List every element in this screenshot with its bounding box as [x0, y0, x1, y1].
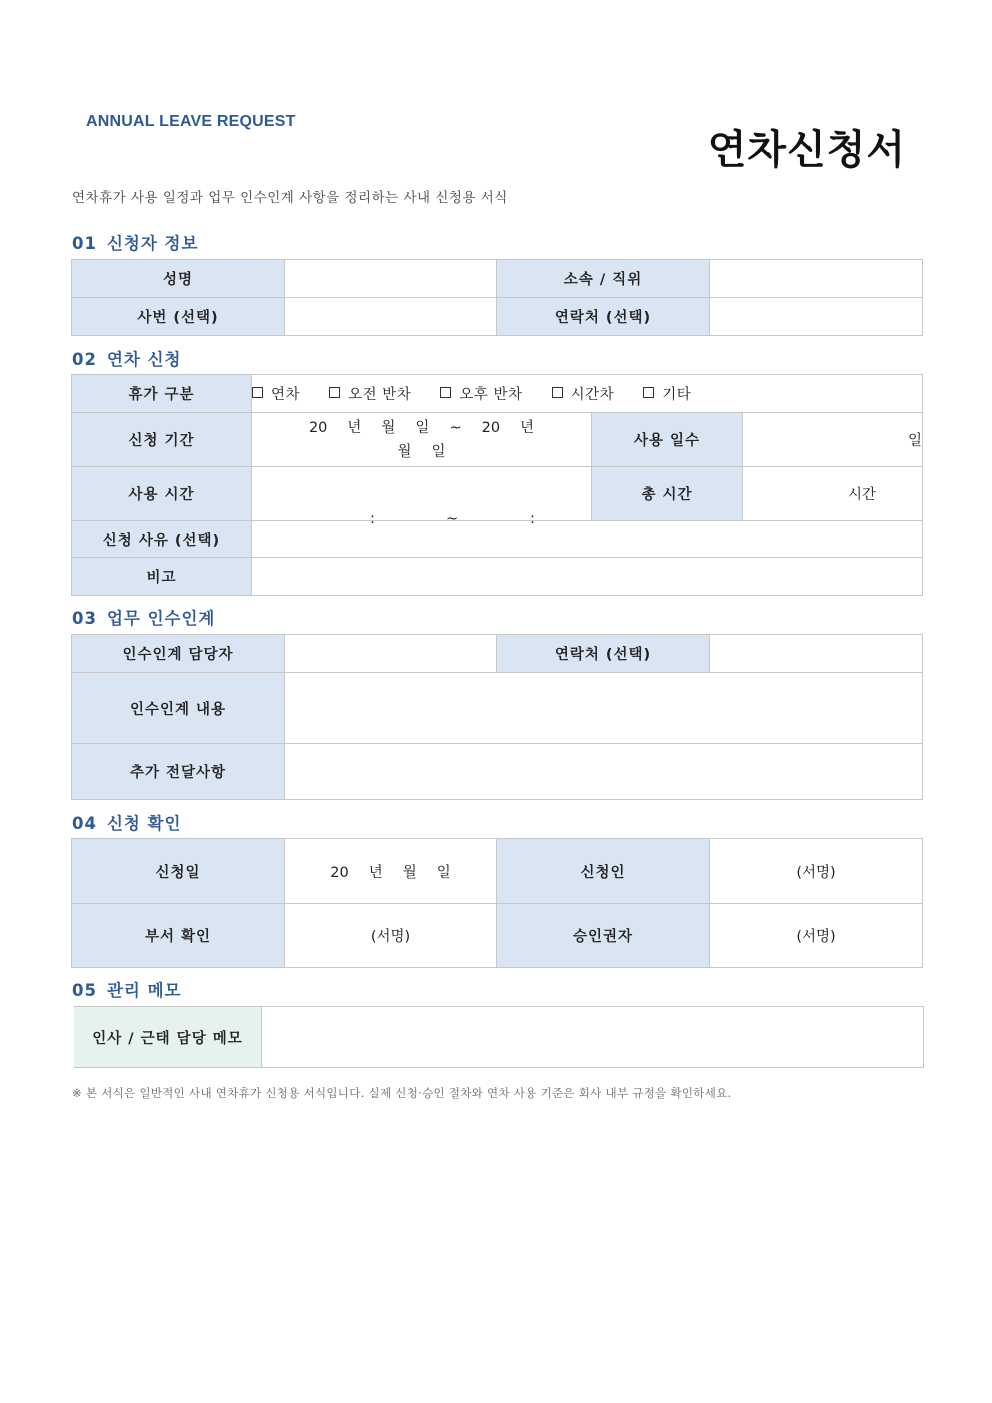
checkbox-icon[interactable] [252, 387, 263, 398]
section-number: 03 [72, 609, 97, 628]
handover-content-field[interactable] [285, 673, 923, 744]
handover-person-label: 인수인계 담당자 [72, 635, 285, 673]
checkbox-icon[interactable] [329, 387, 340, 398]
section-title: 신청자 정보 [106, 234, 199, 253]
handover-table [71, 634, 923, 800]
section-heading-memo [72, 977, 181, 1001]
dept-position-field[interactable] [710, 260, 923, 298]
period-label: 신청 기간 [72, 413, 252, 467]
leave-option[interactable]: 오후 반차 [440, 387, 522, 403]
reason-field[interactable] [252, 521, 923, 558]
contact-label: 연락처 (선택) [497, 298, 710, 336]
total-time-label: 총 시간 [592, 467, 743, 521]
document-description: 연차휴가 사용 일정과 업무 인수인계 사항을 정리하는 사내 신청용 서식 [72, 190, 508, 206]
period-field[interactable]: 20 년 월 일 ~ 20 년 월 일 [252, 413, 592, 467]
total-time-field[interactable]: 시간 [743, 467, 923, 521]
employee-number-label: 사번 (선택) [72, 298, 285, 336]
handover-contact-label: 연락처 (선택) [497, 635, 710, 673]
applicant-label: 신청인 [497, 839, 710, 904]
applicant-signature-field[interactable]: (서명) [710, 839, 923, 904]
application-date-label: 신청일 [72, 839, 285, 904]
reason-label: 신청 사유 (선택) [72, 521, 252, 558]
footnote: ※ 본 서식은 일반적인 사내 연차휴가 신청용 서식입니다. 실제 신청·승인 절차와 연차 사용 기준은 회사 내부 규정을 확인하세요. [72, 1086, 732, 1100]
hr-memo-field[interactable] [262, 1007, 924, 1068]
dept-position-label: 소속 / 직위 [497, 260, 710, 298]
leave-option[interactable]: 연차 [252, 387, 300, 403]
approver-label: 승인권자 [497, 904, 710, 968]
time-used-field[interactable]: : ~ : [252, 467, 592, 521]
section-heading-confirmation [72, 810, 181, 834]
contact-field[interactable] [710, 298, 923, 336]
leave-option[interactable]: 기타 [643, 387, 691, 403]
employee-number-field[interactable] [285, 298, 497, 336]
days-used-field[interactable]: 일 [743, 413, 923, 467]
section-number: 01 [72, 234, 97, 253]
time-used-label: 사용 시간 [72, 467, 252, 521]
document-title: 연차신청서 [707, 127, 906, 173]
remarks-label: 비고 [72, 558, 252, 596]
remarks-field[interactable] [252, 558, 923, 596]
checkbox-icon[interactable] [552, 387, 563, 398]
additional-notes-label: 추가 전달사항 [72, 744, 285, 800]
checkbox-icon[interactable] [643, 387, 654, 398]
leave-option[interactable]: 오전 반차 [329, 387, 411, 403]
leave-type-options [252, 375, 923, 413]
confirmation-table [71, 838, 923, 968]
dept-confirm-label: 부서 확인 [72, 904, 285, 968]
applicant-table [71, 259, 923, 336]
leave-request-table [71, 374, 923, 596]
handover-person-field[interactable] [285, 635, 497, 673]
name-label: 성명 [72, 260, 285, 298]
section-heading-leave [72, 346, 181, 370]
dept-confirm-signature-field[interactable]: (서명) [285, 904, 497, 968]
english-title: ANNUAL LEAVE REQUEST [86, 113, 296, 130]
memo-table [71, 1006, 924, 1068]
section-title: 신청 확인 [106, 814, 182, 833]
name-field[interactable] [285, 260, 497, 298]
section-title: 관리 메모 [106, 981, 182, 1000]
leave-option[interactable]: 시간차 [552, 387, 615, 403]
approver-signature-field[interactable]: (서명) [710, 904, 923, 968]
section-heading-handover [72, 605, 215, 629]
section-title: 연차 신청 [106, 350, 182, 369]
handover-content-label: 인수인계 내용 [72, 673, 285, 744]
hr-memo-label: 인사 / 근태 담당 메모 [73, 1007, 262, 1068]
section-number: 05 [72, 981, 97, 1000]
days-used-label: 사용 일수 [592, 413, 743, 467]
leave-type-label: 휴가 구분 [72, 375, 252, 413]
section-title: 업무 인수인계 [106, 609, 216, 628]
application-date-field[interactable]: 20 년 월 일 [285, 839, 497, 904]
checkbox-icon[interactable] [440, 387, 451, 398]
section-number: 02 [72, 350, 97, 369]
handover-contact-field[interactable] [710, 635, 923, 673]
additional-notes-field[interactable] [285, 744, 923, 800]
section-number: 04 [72, 814, 97, 833]
section-heading-applicant [72, 230, 198, 254]
